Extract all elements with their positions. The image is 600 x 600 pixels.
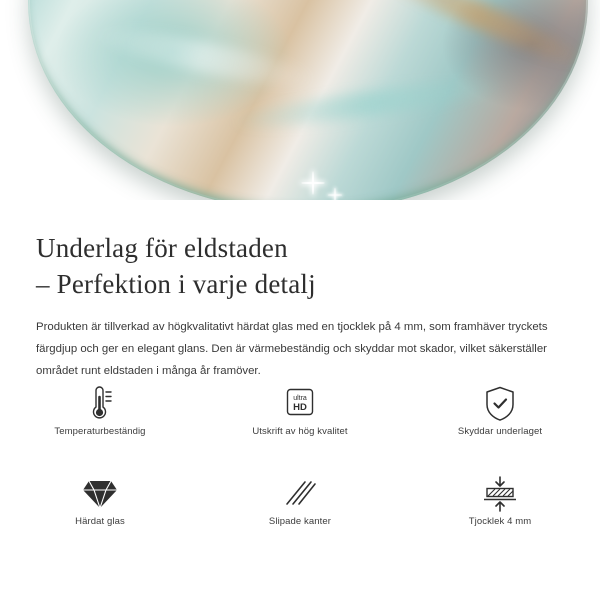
feature-item-polished-edges [200,472,400,550]
feature-label: Tjocklek 4 mm [468,516,532,527]
marble-streak [363,0,588,76]
content-block [0,200,600,382]
feature-label: Slipade kanter [268,516,332,527]
round-glass-panel-image [28,0,588,200]
shield-check-icon [482,382,518,426]
page-title [0,200,600,302]
feature-item-tempered-glass [0,472,200,550]
feature-label: Temperaturbeständig [54,426,146,437]
diamond-icon [80,472,120,516]
hero-image [0,0,600,200]
feature-item-thickness [400,472,600,550]
polished-edges-icon [281,472,319,516]
headline-line-2: – Perfektion i varje detalj [36,269,316,299]
feature-item-print-quality [200,382,400,460]
feature-label: Utskrift av hög kvalitet [252,426,348,437]
ultra-hd-icon [281,382,319,426]
thickness-icon [480,472,520,516]
feature-grid [0,382,600,550]
feature-label: Skyddar underlaget [457,426,543,437]
feature-label: Härdat glas [75,516,125,527]
svg-text:HD: HD [293,402,307,413]
description-paragraph: Produkten är tillverkad av högkvalitativt härdat glas med en tjocklek på 4 mm, som framhäver tryckets färgdjup och ger en elegant glans. Den är värmebeständig och skyddar mot skador, vilket säkerställer området runt eldstaden i många år framöver. [36,321,548,377]
feature-item-protection [400,382,600,460]
headline-line-1: Underlag för eldstaden [36,233,288,263]
marble-streak [87,18,318,95]
thermometer-icon [83,382,117,426]
svg-text:ultra: ultra [293,395,307,402]
feature-item-temperature [0,382,200,460]
